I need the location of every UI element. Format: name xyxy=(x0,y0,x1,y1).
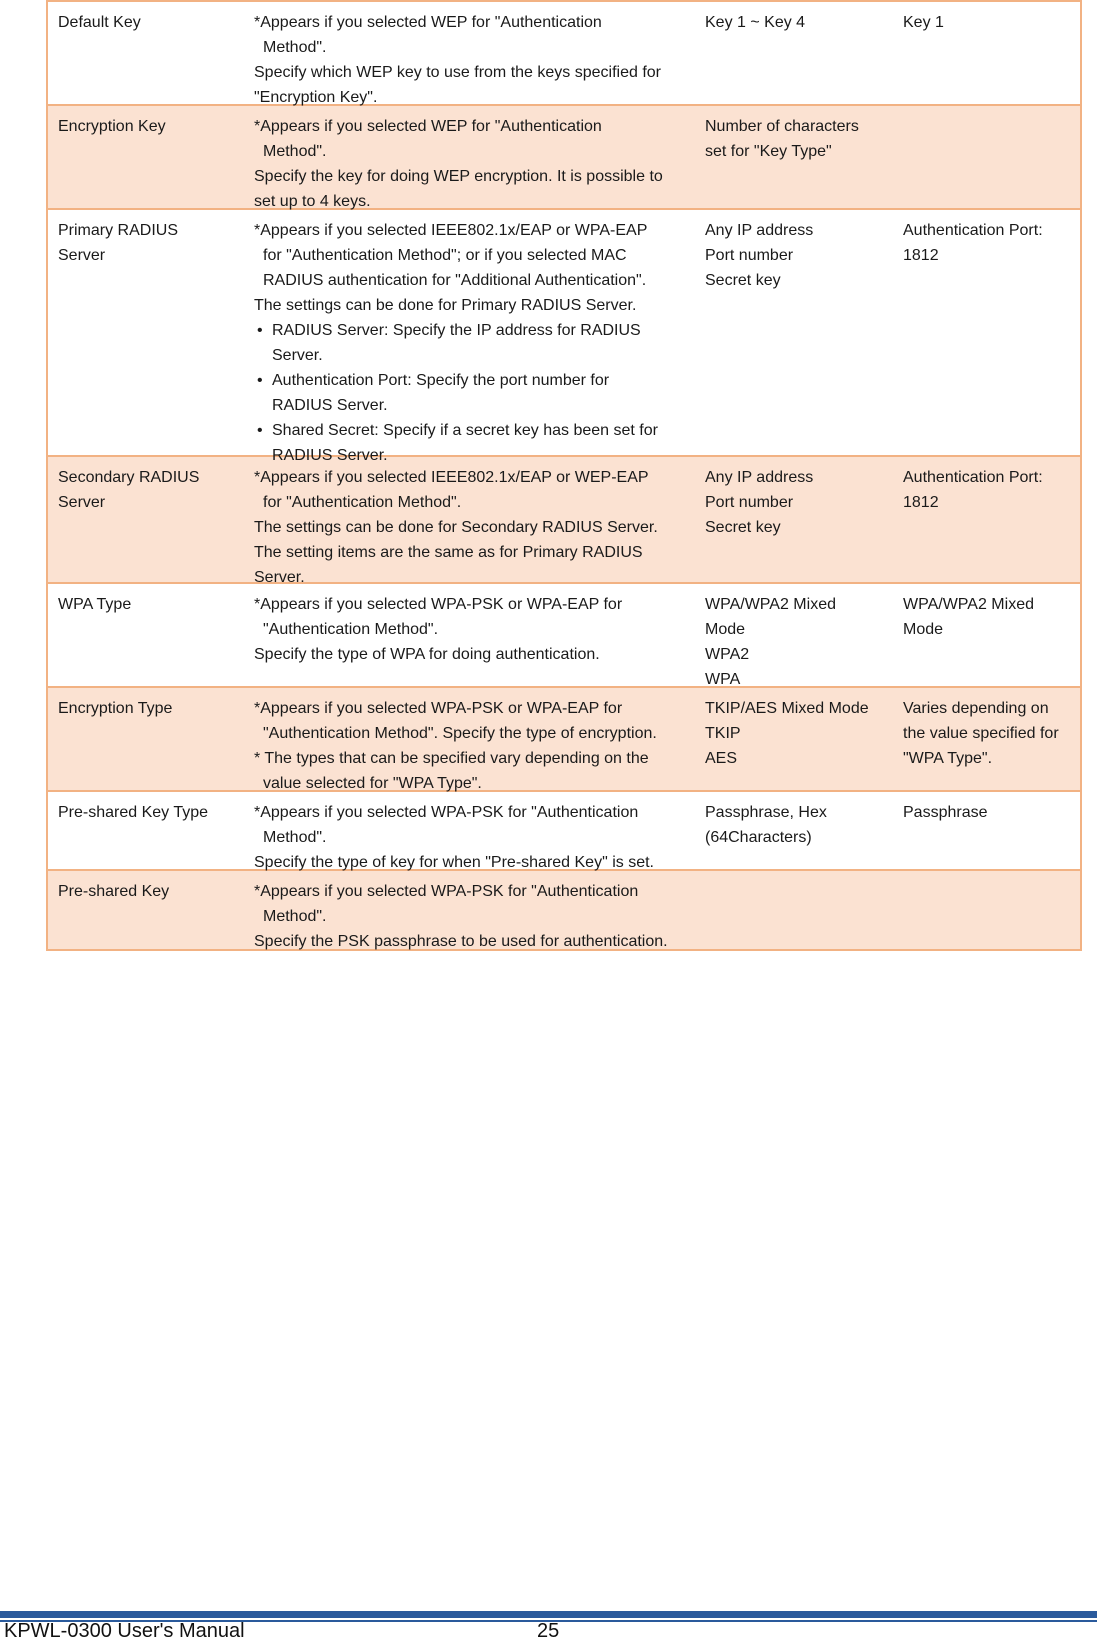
bullet-item: • Shared Secret: Specify if a secret key has been set for xyxy=(254,418,698,443)
bullet-icon: • xyxy=(257,322,263,339)
setting-values xyxy=(700,871,894,949)
setting-name: Encryption Type xyxy=(58,700,173,717)
table-row xyxy=(48,792,1080,871)
setting-values: Key 1 ~ Key 4 xyxy=(705,14,806,31)
setting-values: Number of characters set for "Key Type" xyxy=(705,118,859,160)
setting-description: *Appears if you selected WPA-PSK for "Authentication Method". Specify the type of key for when "Pre-shared Key" is set. xyxy=(254,804,654,871)
settings-table xyxy=(46,0,1082,951)
setting-values: Any IP address Port number Secret key xyxy=(705,469,814,536)
setting-values: Passphrase, Hex (64Characters) xyxy=(705,804,827,846)
setting-default: Key 1 xyxy=(903,14,944,31)
table-row xyxy=(48,688,1080,792)
setting-description: *Appears if you selected WPA-PSK or WPA-EAP for "Authentication Method". Specify the type of encryption. * The types that can be specified vary depending on the value selected for "WPA Type". xyxy=(254,700,657,792)
table-row xyxy=(48,871,1080,951)
setting-name: WPA Type xyxy=(58,596,132,613)
bullet-item: • Authentication Port: Specify the port number for xyxy=(254,368,698,393)
bullet-item: • RADIUS Server: Specify the IP address for RADIUS xyxy=(254,318,698,343)
setting-default: WPA/WPA2 Mixed Mode xyxy=(903,596,1034,638)
setting-name: Primary RADIUS Server xyxy=(58,222,179,264)
table-row xyxy=(48,210,1080,464)
setting-name: Pre-shared Key xyxy=(58,883,170,900)
table-row xyxy=(48,2,1080,106)
setting-values: Any IP address Port number Secret key xyxy=(705,222,814,289)
table-row xyxy=(48,457,1080,584)
page-number: 25 xyxy=(537,1620,560,1642)
bullet-icon: • xyxy=(257,422,263,439)
setting-name: Pre-shared Key Type xyxy=(58,804,209,821)
setting-name: Secondary RADIUS Server xyxy=(58,469,200,511)
setting-default: Authentication Port: 1812 xyxy=(903,469,1043,511)
setting-default: Authentication Port: 1812 xyxy=(903,222,1043,264)
setting-default: Varies depending on the value specified for "WPA Type". xyxy=(903,700,1059,767)
setting-description: *Appears if you selected IEEE802.1x/EAP or WPA-EAP for "Authentication Method"; or if you selected MAC RADIUS authentication for "Additional Authentication". The settings can be done for Primary RADIUS Server. • RADIUS Server: Specify the IP address for RADIUS Server. • Authentication Port: Specify the port number for RADIUS Server. • Shared Secret: Specify if a secret key has been set for RADIUS Server. xyxy=(249,210,700,455)
bullet-icon: • xyxy=(257,372,263,389)
setting-description: *Appears if you selected WPA-PSK for "Authentication Method". Specify the PSK passphrase to be used for authentication. xyxy=(254,883,668,950)
setting-description: *Appears if you selected WEP for "Authentication Method". Specify the key for doing WEP encryption. It is possible to set up to 4 keys. xyxy=(254,118,663,210)
setting-description: *Appears if you selected WEP for "Authentication Method". Specify which WEP key to use from the keys specified for "Encryption Key". xyxy=(254,14,661,106)
setting-name: Encryption Key xyxy=(58,118,166,135)
setting-default xyxy=(894,106,1080,208)
setting-values: WPA/WPA2 Mixed Mode WPA2 WPA xyxy=(705,596,836,688)
setting-description: *Appears if you selected IEEE802.1x/EAP or WEP-EAP for "Authentication Method". The settings can be done for Secondary RADIUS Server. The setting items are the same as for Primary RADIUS Server. xyxy=(254,469,658,586)
setting-values: TKIP/AES Mixed Mode TKIP AES xyxy=(705,700,869,767)
setting-default: Passphrase xyxy=(903,804,988,821)
setting-default xyxy=(894,871,1080,949)
footer-rule xyxy=(0,1611,1097,1618)
table-row xyxy=(48,584,1080,688)
setting-name: Default Key xyxy=(58,14,141,31)
manual-title: KPWL-0300 User's Manual xyxy=(4,1620,245,1642)
setting-description: *Appears if you selected WPA-PSK or WPA-EAP for "Authentication Method". Specify the type of WPA for doing authentication. xyxy=(254,596,623,663)
table-row xyxy=(48,106,1080,210)
